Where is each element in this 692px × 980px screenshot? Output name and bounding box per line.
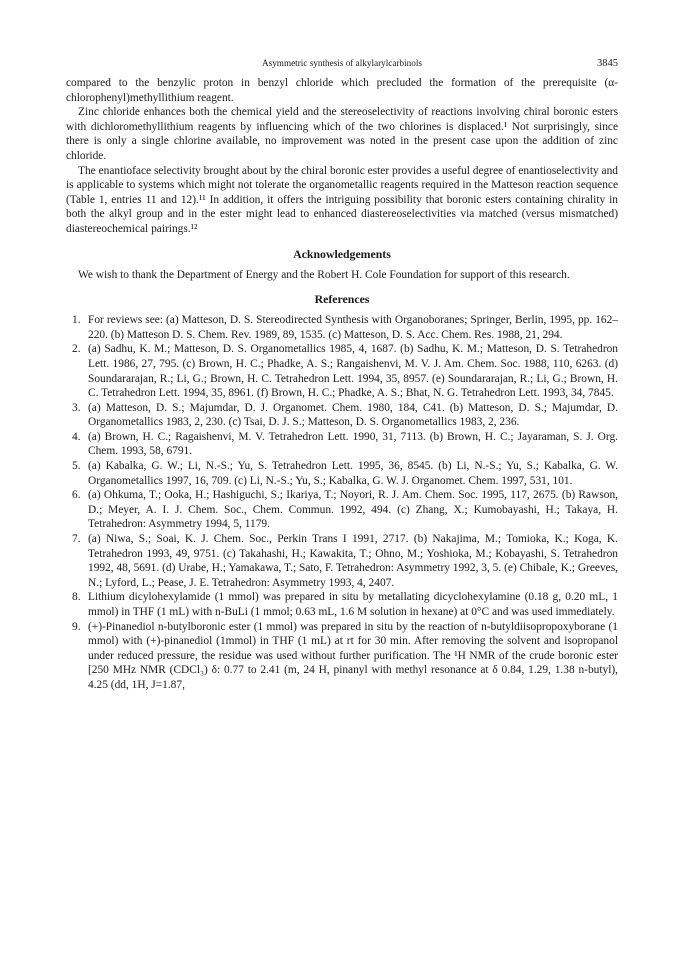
- reference-item: [66, 532, 618, 590]
- reference-number: 1.: [72, 314, 81, 327]
- reference-number: 9.: [72, 620, 81, 633]
- reference-text: (a) Niwa, S.; Soai, K. J. Chem. Soc., Perkin Trans I 1991, 2717. (b) Nakajima, M.; Tomioka, K.; Koga, K. Tetrahedron 1993, 49, 9751. (c) Takahashi, H.; Kawakita, T.; Ohno, M.; Yoshioka, M.; Kobayashi, S. Tetrahedron 1992, 48, 5691. (d) Urabe, H.; Yamakawa, T.; Sato, F. Tetrahedron: Asymmetry 1992, 3, 5. (e) Chibale, K.; Greeves, N.; Lyford, L.; Pease, J. E. Tetrahedron: Asymmetry 1993, 4, 2407.: [88, 533, 618, 589]
- reference-number: 7.: [72, 533, 81, 546]
- body-paragraph-3: The enantioface selectivity brought about by the chiral boronic ester provides a useful degree of enantioselectivity and is applicable to systems which might not tolerate the organometallic reagents required in the Matteson reaction sequence (Table 1, entries 11 and 12).¹¹ In addition, it offers the intriguing possibility that boronic esters containing chirality in both the alkyl group and in the ester might lead to enhanced diastereoselectivities via matched (versus mismatched) diastereochemical pairings.¹²: [66, 164, 618, 235]
- reference-item: [66, 590, 618, 619]
- reference-number: 3.: [72, 401, 81, 414]
- page-number: 3845: [597, 58, 618, 69]
- body-paragraph-1: compared to the benzylic proton in benzyl chloride which precluded the formation of the prerequisite (α-chlorophenyl)methyllithium reagent.: [66, 77, 618, 104]
- reference-item: [66, 430, 618, 459]
- reference-number: 8.: [72, 591, 81, 604]
- reference-text: (+)-Pinanediol n-butylboronic ester (1 mmol) was prepared in situ by the reaction of n-butyldiisopropoxyborane (1 mmol) with (+)-pinanediol (1mmol) in THF (1 mL) at rt for 30 min. After removing the solvent and isopropanol under reduced pressure, the residue was used without further purification. The ¹H NMR of the crude boronic ester [250 MHz NMR (CDCl₃) δ: 0.77 to 2.41 (m, 24 H, pinanyl with methyl resonance at δ 0.84, 1.29, 1.38 n-butyl), 4.25 (dd, 1H, J=1.87,: [88, 620, 618, 691]
- references-heading: References: [314, 292, 370, 307]
- reference-number: 5.: [72, 460, 81, 473]
- reference-item: [66, 459, 618, 488]
- reference-text: Lithium dicylohexylamide (1 mmol) was prepared in situ by metallating dicyclohexylamine (0.18 g, 0.20 mL, 1 mmol) in THF (1 mL) with n-BuLi (1 mmol; 0.63 mL, 1.6 M solution in hexane) at 0°C and was used immediately.: [88, 591, 618, 618]
- reference-item: [66, 313, 618, 342]
- reference-text: (a) Ohkuma, T.; Ooka, H.; Hashiguchi, S.; Ikariya, T.; Noyori, R. J. Am. Chem. Soc. 1995, 117, 2675. (b) Rawson, D.; Meyer, A. I. J. Chem. Soc., Chem. Commun. 1992, 494. (c) Zhang, X.; Kumobayashi, H.; Takaya, H. Tetrahedron: Asymmetry 1994, 5, 1179.: [88, 489, 618, 531]
- reference-text: For reviews see: (a) Matteson, D. S. Stereodirected Synthesis with Organoboranes; Springer, Berlin, 1995, pp. 162–220. (b) Matteson D. S. Chem. Rev. 1989, 89, 1535. (c) Matteson, D. S. Acc. Chem. Res. 1988, 21, 294.: [88, 314, 618, 341]
- reference-item: [66, 620, 618, 693]
- reference-text: (a) Brown, H. C.; Ragaishenvi, M. V. Tetrahedron Lett. 1990, 31, 7113. (b) Brown, H. C.; Jayaraman, S. J. Org. Chem. 1993, 58, 6791.: [88, 430, 618, 458]
- running-header: [66, 58, 618, 76]
- page: [66, 58, 618, 693]
- reference-number: 6.: [72, 489, 81, 502]
- reference-list: [66, 313, 618, 692]
- body-paragraph-2: Zinc chloride enhances both the chemical yield and the stereoselectivity of reactions involving chiral boronic esters with dichloromethyllithium reagents by influencing which of the two chlorines is displaced.¹ Not surprisingly, since there is only a single chlorine available, no improvement was noted in the present case upon the addition of zinc chloride.: [66, 106, 618, 162]
- reference-text: (a) Matteson, D. S.; Majumdar, D. J. Organomet. Chem. 1980, 184, C41. (b) Matteson, D. S.; Majumdar, D. Organometallics 1983, 2, 230. (c) Tsai, D. J. S.; Matteson, D. S. Organometallics 1983, 2, 236.: [88, 401, 618, 429]
- acknowledgements-text: We wish to thank the Department of Energy and the Robert H. Cole Foundation for support of this research.: [78, 268, 570, 281]
- reference-item: [66, 342, 618, 400]
- reference-item: [66, 488, 618, 532]
- reference-text: (a) Sadhu, K. M.; Matteson, D. S. Organometallics 1985, 4, 1687. (b) Sadhu, K. M.; Matteson, D. S. Tetrahedron Lett. 1986, 27, 795. (c) Brown, H. C.; Phadke, A. S.; Rangaishenvi, M. V. J. Am. Chem. Soc. 1988, 110, 6263. (d) Soundararajan, R.; Li, G.; Brown, H. C. Tetrahedron Lett. 1994, 35, 8957. (e) Soundararajan, R.; Li, G.; Brown, H. C. Tetrahedron Lett. 1994, 35, 8961. (f) Brown, H. C.; Phadke, A. S.; Bhat, N. G. Tetrahedron Lett. 1993, 34, 7845.: [88, 343, 618, 400]
- running-title: Asymmetric synthesis of alkylarylcarbinols: [262, 58, 422, 68]
- reference-number: 2.: [72, 343, 81, 356]
- acknowledgements-heading: Acknowledgements: [293, 246, 391, 261]
- reference-item: [66, 401, 618, 430]
- reference-text: (a) Kabalka, G. W.; Li, N.-S.; Yu, S. Tetrahedron Lett. 1995, 36, 8545. (b) Li, N.-S.; Yu, S.; Kabalka, G. W. Organometallics 1997, 16, 709. (c) Li, N.-S.; Yu, S.; Kabalka, G. W. J. Organomet. Chem. 1997, 531, 101.: [88, 460, 618, 487]
- reference-number: 4.: [72, 430, 81, 443]
